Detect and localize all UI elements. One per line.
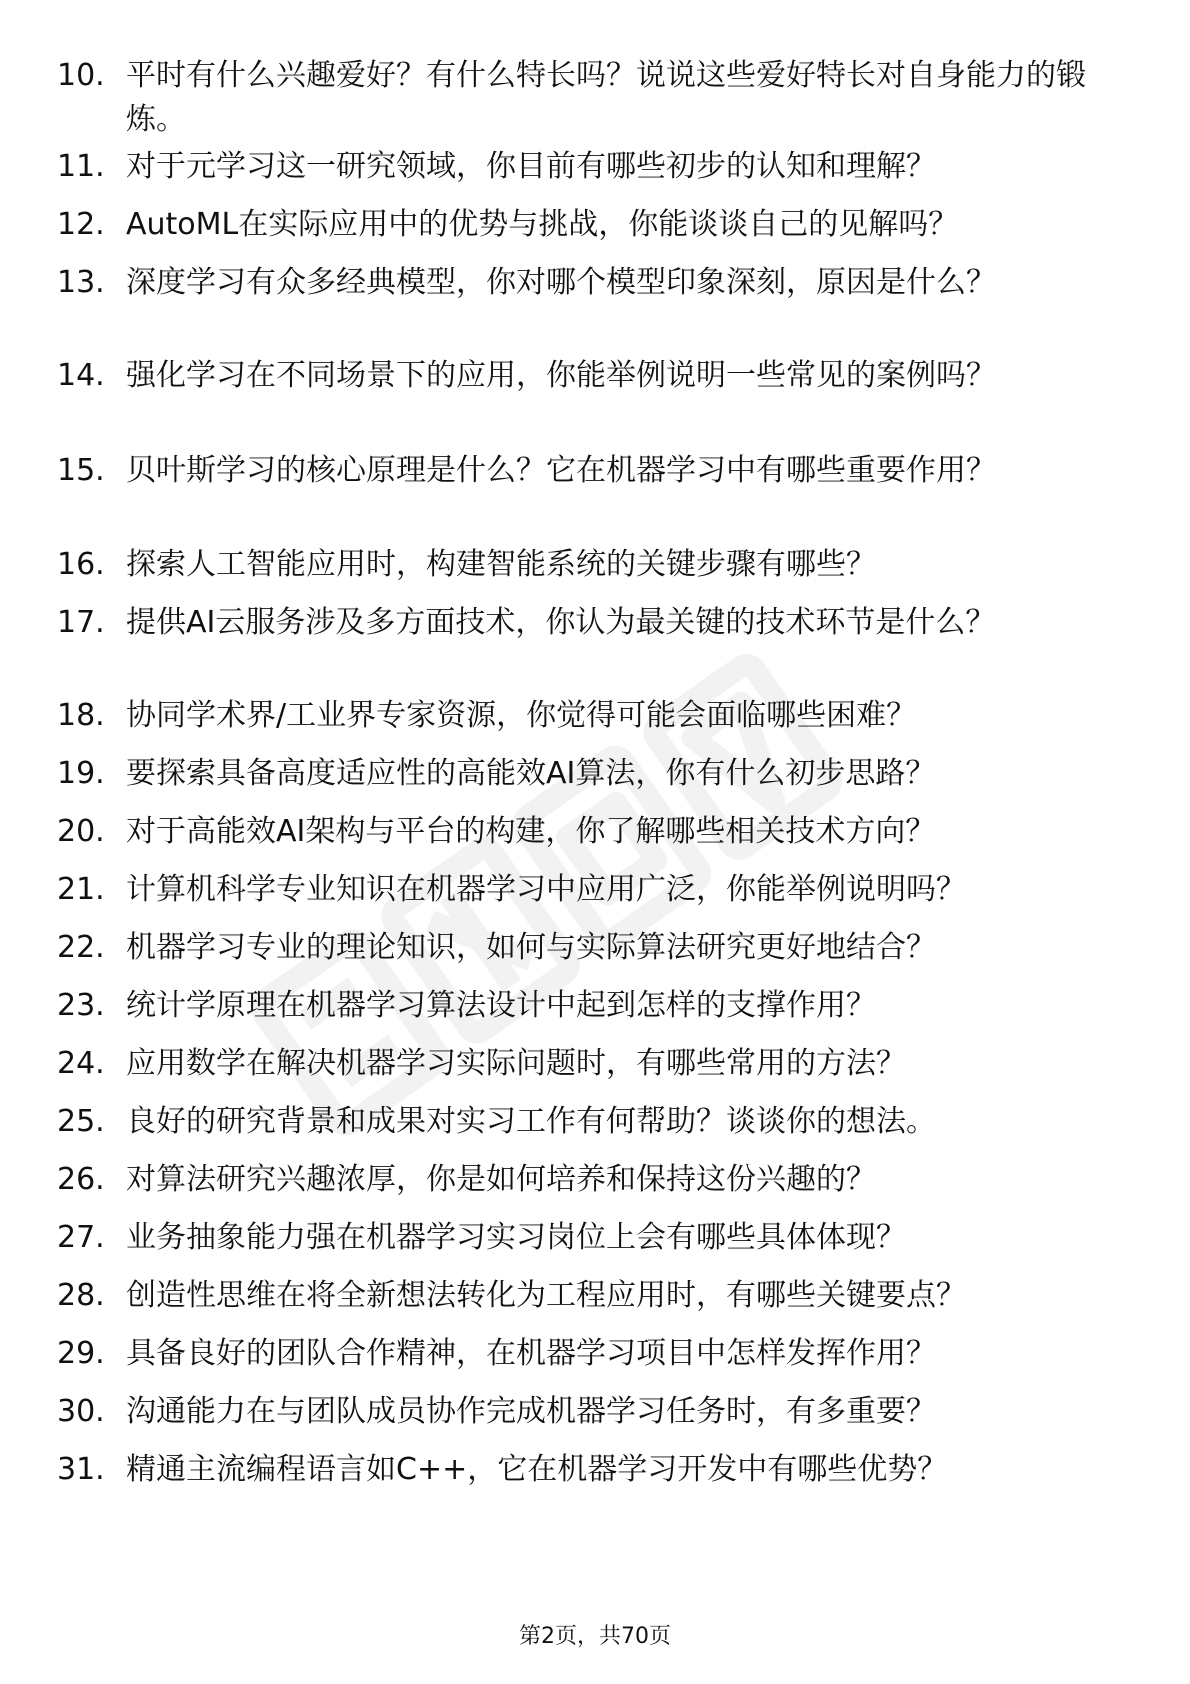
item-number: 21. <box>57 872 105 907</box>
item-text: 对算法研究兴趣浓厚，你是如何培养和保持这份兴趣的？ <box>126 1162 876 1197</box>
item-number: 18. <box>57 698 105 733</box>
item-text: 要探索具备高度适应性的高能效AI算法，你有什么初步思路？ <box>126 756 936 791</box>
item-text: 创造性思维在将全新想法转化为工程应用时，有哪些关键要点？ <box>126 1278 966 1313</box>
item-number: 20. <box>57 814 105 849</box>
item-text: 机器学习专业的理论知识，如何与实际算法研究更好地结合？ <box>126 930 936 965</box>
item-text: 深度学习有众多经典模型，你对哪个模型印象深刻，原因是什么？ <box>126 265 996 300</box>
item-number: 12. <box>57 207 105 242</box>
item-text: 统计学原理在机器学习算法设计中起到怎样的支撑作用？ <box>126 988 876 1023</box>
item-text: 探索人工智能应用时，构建智能系统的关键步骤有哪些？ <box>126 547 876 582</box>
item-number: 15. <box>57 453 105 488</box>
item-text: 沟通能力在与团队成员协作完成机器学习任务时，有多重要？ <box>126 1394 936 1429</box>
item-number: 22. <box>57 930 105 965</box>
item-number: 11. <box>57 149 105 184</box>
item-number: 19. <box>57 756 105 791</box>
item-number: 31. <box>57 1452 105 1487</box>
item-number: 30. <box>57 1394 105 1429</box>
item-number: 28. <box>57 1278 105 1313</box>
item-text: 协同学术界/工业界专家资源，你觉得可能会面临哪些困难？ <box>126 698 917 733</box>
item-number: 16. <box>57 547 105 582</box>
item-text: 应用数学在解决机器学习实际问题时，有哪些常用的方法？ <box>126 1046 906 1081</box>
item-text: 对于高能效AI架构与平台的构建，你了解哪些相关技术方向？ <box>126 814 936 849</box>
item-text: AutoML在实际应用中的优势与挑战，你能谈谈自己的见解吗？ <box>126 207 959 242</box>
item-number: 23. <box>57 988 105 1023</box>
item-text: 对于元学习这一研究领域，你目前有哪些初步的认知和理解？ <box>126 149 936 184</box>
item-number: 24. <box>57 1046 105 1081</box>
item-number: 25. <box>57 1104 105 1139</box>
item-text: 良好的研究背景和成果对实习工作有何帮助？谈谈你的想法。 <box>126 1104 936 1139</box>
item-number: 17. <box>57 605 105 640</box>
item-number: 27. <box>57 1220 105 1255</box>
item-text: 强化学习在不同场景下的应用，你能举例说明一些常见的案例吗？ <box>126 358 996 393</box>
item-text: 贝叶斯学习的核心原理是什么？它在机器学习中有哪些重要作用？ <box>126 453 996 488</box>
item-number: 14. <box>57 358 105 393</box>
page-number: 第2页，共70页 <box>519 1624 671 1649</box>
item-number: 29. <box>57 1336 105 1371</box>
item-text: 精通主流编程语言如C++，它在机器学习开发中有哪些优势？ <box>126 1452 948 1487</box>
item-text: 具备良好的团队合作精神，在机器学习项目中怎样发挥作用？ <box>126 1336 936 1371</box>
item-text: 计算机科学专业知识在机器学习中应用广泛，你能举例说明吗？ <box>126 872 966 907</box>
item-number: 13. <box>57 265 105 300</box>
item-text: 提供AI云服务涉及多方面技术，你认为最关键的技术环节是什么？ <box>126 605 996 640</box>
item-text: 平时有什么兴趣爱好？有什么特长吗？说说这些爱好特长对自身能力的锻炼。 <box>126 58 1086 137</box>
item-number: 10. <box>57 58 105 93</box>
item-text: 业务抽象能力强在机器学习实习岗位上会有哪些具体体现？ <box>126 1220 906 1255</box>
item-number: 26. <box>57 1162 105 1197</box>
